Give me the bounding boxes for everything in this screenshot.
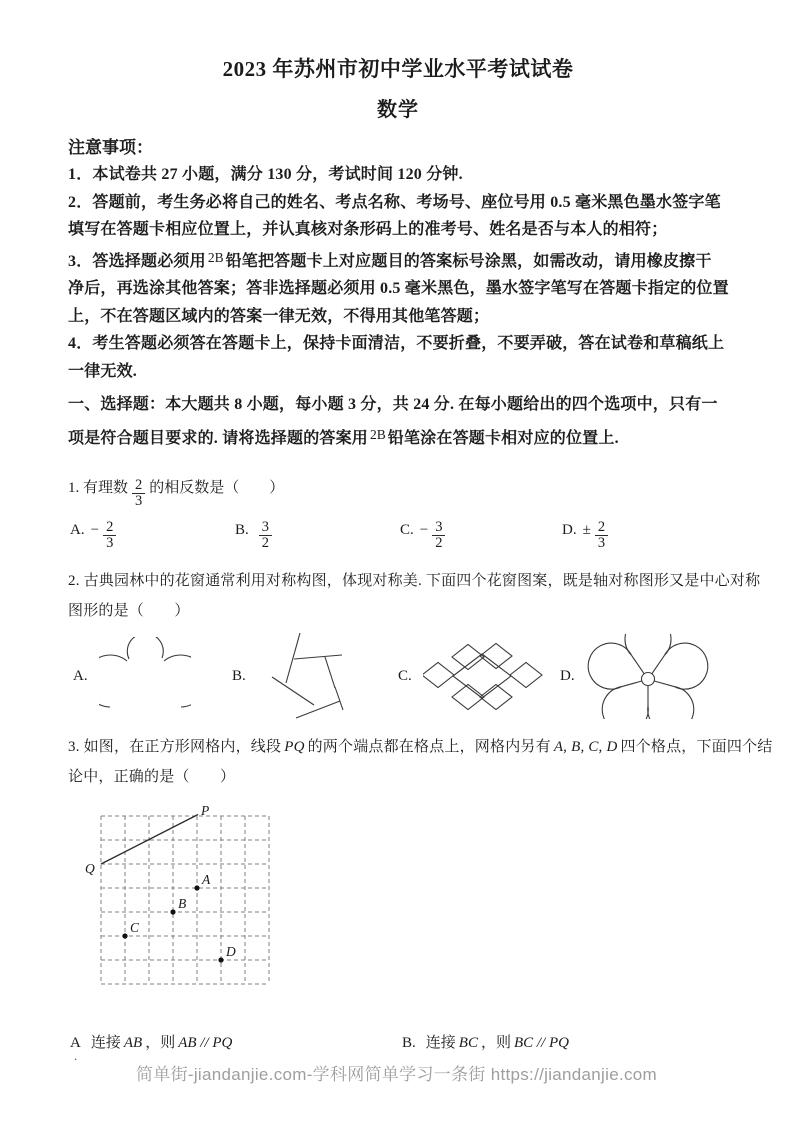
- point-c: [122, 933, 127, 938]
- question-2-pattern-row: [68, 630, 728, 722]
- subject-title: 数学: [377, 99, 419, 121]
- fraction-denominator: 2: [432, 535, 445, 551]
- label-b: B: [178, 896, 187, 911]
- q3-text: 3. 如图，在正方形网格内，线段: [68, 739, 282, 755]
- q1-option-a: [70, 520, 120, 551]
- section-1-line-1: 一、选择题：本大题共 8 小题，每小题 3 分，共 24 分. 在每小题给出的四个选项中，只有一: [68, 396, 718, 413]
- option-label: C.: [398, 667, 412, 684]
- segment-pq: [101, 815, 198, 865]
- pencil-grade-2b: 2B: [370, 427, 386, 442]
- question-1-options: [68, 512, 728, 562]
- point-d: [218, 957, 223, 962]
- minus-sign: −: [90, 522, 100, 539]
- fraction-denominator: 3: [103, 535, 116, 551]
- question-2-line-1: 2. 古典园林中的花窗通常利用对称构图，体现对称美. 下面四个花窗图案，既是轴对称图形又是中心对称: [68, 573, 761, 589]
- label-c: C: [130, 920, 140, 935]
- option-fraction: [103, 520, 116, 551]
- notice-3a-pre: 3．答选择题必须用: [68, 252, 206, 270]
- notice-line-1: 1．本试卷共 27 小题，满分 130 分，考试时间 120 分钟.: [68, 166, 463, 183]
- notice-line-2a: 2．答题前，考生务必将自己的姓名、考点名称、考场号、座位号用 0.5 毫米黑色墨水签字笔: [68, 193, 721, 211]
- question-3-line-1: [68, 732, 773, 762]
- option-math: BC: [458, 1035, 478, 1051]
- question-1-stem: [68, 466, 728, 510]
- option-label: C.: [400, 522, 414, 539]
- label-a: A: [202, 872, 211, 887]
- q1-option-b: [235, 520, 276, 551]
- flower-lattice-pattern-icon: [586, 634, 711, 719]
- q2-option-d: [560, 630, 711, 722]
- label-p: P: [201, 804, 210, 818]
- label-q: Q: [85, 861, 95, 876]
- option-label: A.: [73, 667, 88, 684]
- cloud-lattice-pattern-icon: [99, 637, 191, 715]
- point-b: [170, 909, 175, 914]
- section-1-line2-post: 铅笔涂在答题卡相对应的位置上.: [387, 430, 619, 447]
- option-math: AB: [123, 1035, 143, 1051]
- q3-math-pq: PQ: [284, 739, 305, 755]
- option-text: 连接: [425, 1035, 456, 1051]
- notice-line-3a: [68, 244, 728, 276]
- question-3-line-2: 论中，正确的是（ ）: [68, 769, 236, 785]
- notice-line-4a: 4．考生答题必须答在答题卡上，保持卡面清洁，不要折叠，不要弄破，答在试卷和草稿纸上: [68, 335, 725, 352]
- fraction-denominator: 3: [132, 493, 145, 509]
- option-fraction: [259, 520, 272, 551]
- point-a: [194, 885, 199, 890]
- option-label: B.: [235, 522, 249, 539]
- question-2-line-2: 图形的是（ ）: [68, 603, 190, 619]
- q1-option-d: [562, 520, 612, 551]
- notice-line-4b: 一律无效.: [68, 362, 138, 380]
- fraction-numerator: 3: [261, 519, 270, 535]
- page-title: 2023 年苏州市初中学业水平考试试卷: [222, 57, 574, 81]
- q3-text: 的两个端点都在格点上，网格内另有: [307, 739, 551, 755]
- q1-stem-pre: 1. 有理数: [68, 480, 129, 496]
- fraction-numerator: 2: [135, 476, 143, 493]
- pencil-grade-2b: 2B: [207, 249, 224, 265]
- option-text: 连接: [90, 1035, 121, 1051]
- notices-heading: 注意事项：: [68, 138, 153, 157]
- fraction-numerator: 2: [106, 519, 114, 535]
- q2-option-b: [232, 630, 347, 722]
- option-label: A: [70, 1035, 81, 1051]
- label-d: D: [226, 944, 236, 959]
- notice-3a-post: 铅笔把答题卡上对应题目的答案标号涂黑，如需改动，请用橡皮擦干: [225, 252, 712, 270]
- plus-minus-sign: ±: [582, 522, 591, 539]
- watermark-footer: 简单街-jiandanjie.com-学科网简单学习一条街 https://jiandanjie.com: [135, 1065, 658, 1084]
- section-1-heading: [68, 390, 728, 454]
- q3-option-b: [402, 1031, 572, 1052]
- q3-math-abcd: A, B, C, D: [553, 739, 618, 755]
- option-math-parallel: AB // PQ: [178, 1035, 233, 1051]
- section-1-line2-pre: 项是符合题目要求的. 请将选择题的答案用: [68, 430, 369, 447]
- notice-line-3b: 净后，再选涂其他答案；答非选择题必须用 0.5 毫米黑色，墨水签字笔写在答题卡指定的位置: [68, 280, 729, 297]
- q1-option-c: [400, 520, 449, 551]
- option-text: ，则: [145, 1035, 176, 1051]
- fraction-numerator: 3: [435, 519, 443, 535]
- question-3-grid-diagram: [83, 804, 728, 1009]
- q2-option-c: [398, 630, 553, 722]
- minus-sign: −: [419, 522, 429, 539]
- notice-line-2b: 填写在答题卡相应位置上，并认真核对条形码上的准考号、姓名是否与本人的相符；: [68, 221, 668, 238]
- option-label: A.: [70, 522, 85, 539]
- q3-text: 四个格点，下面四个结: [620, 739, 773, 755]
- q2-option-a: [73, 630, 191, 722]
- q1-stem-post: 的相反数是（ ）: [149, 480, 285, 496]
- pinwheel-lattice-pattern-icon: [257, 630, 347, 722]
- q1-fraction: [132, 478, 145, 509]
- option-label: B.: [232, 667, 246, 684]
- option-label: D.: [562, 522, 577, 539]
- fraction-numerator: 2: [597, 519, 606, 535]
- option-text: ，则: [480, 1035, 511, 1051]
- notice-line-3c: 上，不在答题区域内的答案一律无效，不得用其他笔答题；: [68, 307, 490, 325]
- section-1-line-2: [68, 420, 728, 454]
- fraction-denominator: 2: [259, 535, 272, 551]
- square-grid-figure: [83, 804, 293, 1004]
- option-fraction: [595, 520, 608, 551]
- fraction-denominator: 3: [595, 535, 608, 551]
- page-content: [68, 56, 773, 1065]
- option-math-parallel: BC // PQ: [513, 1035, 569, 1051]
- q3-option-a: [70, 1031, 235, 1063]
- option-fraction: [432, 520, 445, 551]
- option-label: D.: [560, 667, 575, 684]
- option-label: B.: [402, 1035, 416, 1051]
- diamond-lattice-pattern-icon: [423, 634, 553, 718]
- stray-period-mark: .: [74, 1048, 78, 1063]
